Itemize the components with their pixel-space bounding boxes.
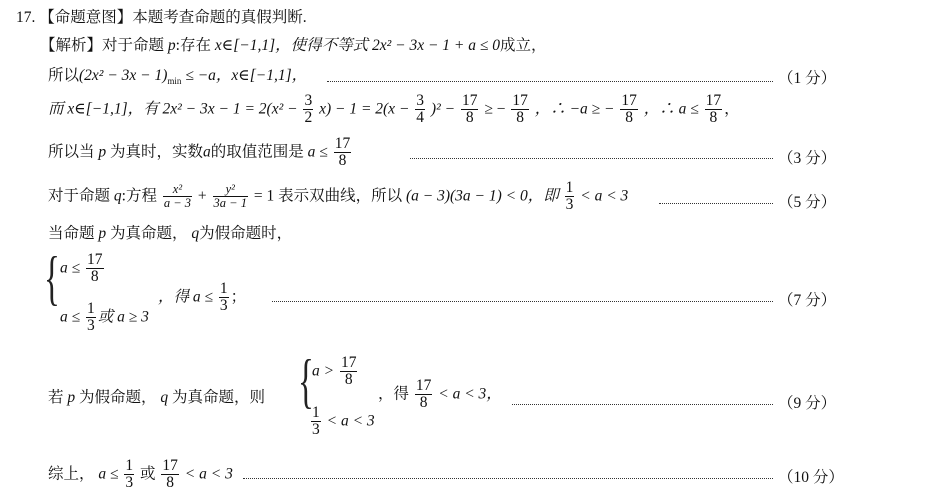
dotted-leader: [512, 404, 773, 405]
fraction: [340, 355, 358, 389]
dotted-leader: [327, 81, 773, 82]
den: 8: [465, 109, 474, 127]
text: ；: [230, 288, 247, 306]
text: 而 x∈[−1,1]，有 2x² − 3x − 1 = 2(x² −: [48, 100, 298, 118]
fraction: [163, 183, 192, 210]
num: 17: [334, 135, 351, 152]
dotted-leader: [659, 203, 773, 204]
text: 为假命题时，: [199, 225, 293, 242]
min-sub: min: [167, 76, 182, 87]
fraction: [705, 93, 723, 127]
text: 或 a ≥ 3: [97, 308, 149, 326]
num: 1: [565, 179, 574, 196]
num: 17: [512, 92, 528, 109]
num: x²: [163, 183, 192, 197]
num: 17: [705, 92, 722, 109]
inequality: 2x² − 3x − 1 + a ≤ 0: [371, 37, 501, 54]
analysis-line-4: [48, 136, 353, 170]
den: 8: [625, 109, 633, 127]
den: 8: [166, 474, 175, 492]
problem-number: 17.: [16, 9, 36, 26]
text: 为假命题，: [79, 389, 157, 406]
score-3: （3 分）: [778, 150, 837, 167]
den: 3: [125, 474, 134, 492]
text: a >: [312, 362, 335, 380]
text: 为真命题，则: [172, 389, 266, 406]
text: 当命题: [48, 225, 95, 242]
var-p: p: [98, 143, 107, 161]
text: a ≤: [60, 259, 81, 277]
text: a ≤: [98, 465, 119, 483]
system2-top: [312, 355, 359, 389]
analysis-line-2: [48, 67, 308, 87]
num: 1: [87, 300, 95, 317]
text: 综上，: [48, 465, 95, 483]
score-5: （5 分）: [778, 194, 837, 211]
fraction: [86, 252, 104, 286]
text: < a < 3: [184, 465, 233, 483]
analysis-label: 【解析】: [40, 37, 103, 54]
den: 3: [312, 421, 320, 439]
text: a ≤: [307, 143, 328, 161]
num: 17: [162, 457, 178, 474]
fraction: [161, 458, 179, 492]
text: < a < 3: [580, 187, 629, 205]
var-a: a: [203, 143, 211, 161]
text: 对于命题: [102, 37, 165, 54]
text: < a < 3，: [438, 385, 502, 403]
fraction: [511, 93, 529, 127]
den: 4: [416, 109, 425, 127]
den: 8: [90, 268, 99, 286]
left-brace: {: [298, 348, 314, 414]
analysis-line-7: [158, 281, 246, 315]
min-expr: (2x² − 3x − 1): [79, 67, 168, 84]
text: )² −: [430, 100, 456, 118]
fraction: [311, 405, 321, 439]
text: x) − 1 = 2(x −: [319, 100, 410, 118]
fraction: [334, 136, 352, 170]
text: ≥ −: [484, 100, 506, 118]
text: +: [197, 187, 207, 205]
dotted-leader: [272, 301, 773, 302]
score-1: （1 分）: [778, 70, 837, 87]
text: = 1 表示双曲线，所以: [253, 187, 403, 205]
text: :存在: [175, 37, 211, 54]
fraction: [415, 93, 425, 127]
den: 3: [87, 317, 95, 335]
text: ，得 a ≤: [158, 288, 214, 306]
num: 17: [621, 92, 637, 109]
den: 3a − 1: [213, 196, 247, 211]
text: 所以当: [48, 143, 95, 161]
analysis-line-1: [40, 38, 547, 54]
den: 2: [304, 109, 313, 127]
var-q: q: [191, 225, 200, 242]
system1-top: [60, 252, 106, 286]
score-10: （10 分）: [778, 469, 844, 486]
fraction: [461, 93, 479, 127]
text: < a < 3: [326, 412, 375, 430]
left-brace: {: [44, 245, 60, 311]
text: 为真时，实数: [110, 143, 204, 161]
text: 成立，: [500, 37, 547, 54]
num: 3: [416, 92, 425, 109]
text: 对于命题: [48, 187, 111, 205]
fraction: [565, 180, 575, 214]
analysis-line-5: [48, 180, 628, 214]
num: 17: [415, 377, 432, 394]
num: 1: [312, 404, 320, 421]
text: 所以: [48, 67, 80, 84]
var-q: q: [160, 389, 169, 406]
text: 若: [48, 389, 64, 406]
den: 8: [344, 371, 353, 389]
fraction: [219, 281, 229, 315]
den: 8: [516, 109, 524, 127]
fraction: [620, 93, 638, 127]
analysis-line-8: [48, 390, 265, 406]
score-9: （9 分）: [778, 395, 837, 412]
system2-bottom: [309, 405, 375, 439]
fraction: [303, 93, 313, 127]
fraction: [124, 458, 134, 492]
analysis-line-6: [48, 226, 292, 242]
analysis-line-3: [48, 93, 740, 127]
score-7: （7 分）: [778, 292, 837, 309]
var-p: p: [98, 225, 107, 242]
fraction: [415, 378, 433, 412]
text: :方程: [121, 187, 157, 205]
fraction: [86, 301, 96, 335]
text: 为真命题，: [110, 225, 188, 242]
var-p: p: [167, 37, 176, 54]
num: 17: [87, 251, 103, 268]
text: 或: [140, 465, 156, 483]
num: 3: [304, 92, 313, 109]
intent-text: 本题考查命题的真假判断.: [132, 9, 307, 26]
text: 的取值范围是: [210, 143, 304, 161]
intent-label: 【命题意图】: [39, 9, 133, 26]
den: 3: [565, 196, 574, 214]
system1-bottom: [60, 301, 149, 335]
num: 17: [461, 92, 478, 109]
den: 8: [419, 394, 428, 412]
fraction: [213, 183, 248, 210]
den: 3: [219, 297, 228, 315]
num: 1: [125, 457, 134, 474]
problem-header: [16, 10, 307, 26]
den: 8: [338, 152, 347, 170]
text: a ≤: [60, 308, 81, 326]
num: 17: [340, 354, 357, 371]
analysis-line-8-result: [378, 378, 502, 412]
text: ≤ −a，x∈[−1,1]，: [185, 67, 308, 84]
var-q: q: [113, 187, 122, 205]
set-text: x∈[−1,1]，使得不等式: [214, 37, 369, 54]
text: ，∴ −a ≥ −: [534, 100, 615, 118]
var-p: p: [67, 389, 76, 406]
den: 8: [709, 109, 718, 127]
dotted-leader: [410, 158, 773, 159]
analysis-line-9: [48, 458, 233, 492]
num: y²: [213, 183, 248, 197]
text: ，得: [378, 385, 410, 403]
dotted-leader: [243, 478, 773, 479]
den: a − 3: [163, 196, 192, 211]
text: (a − 3)(3a − 1) < 0，即: [405, 187, 559, 205]
text: ，: [724, 100, 740, 118]
text: ，∴ a ≤: [643, 100, 699, 118]
num: 1: [219, 280, 228, 297]
